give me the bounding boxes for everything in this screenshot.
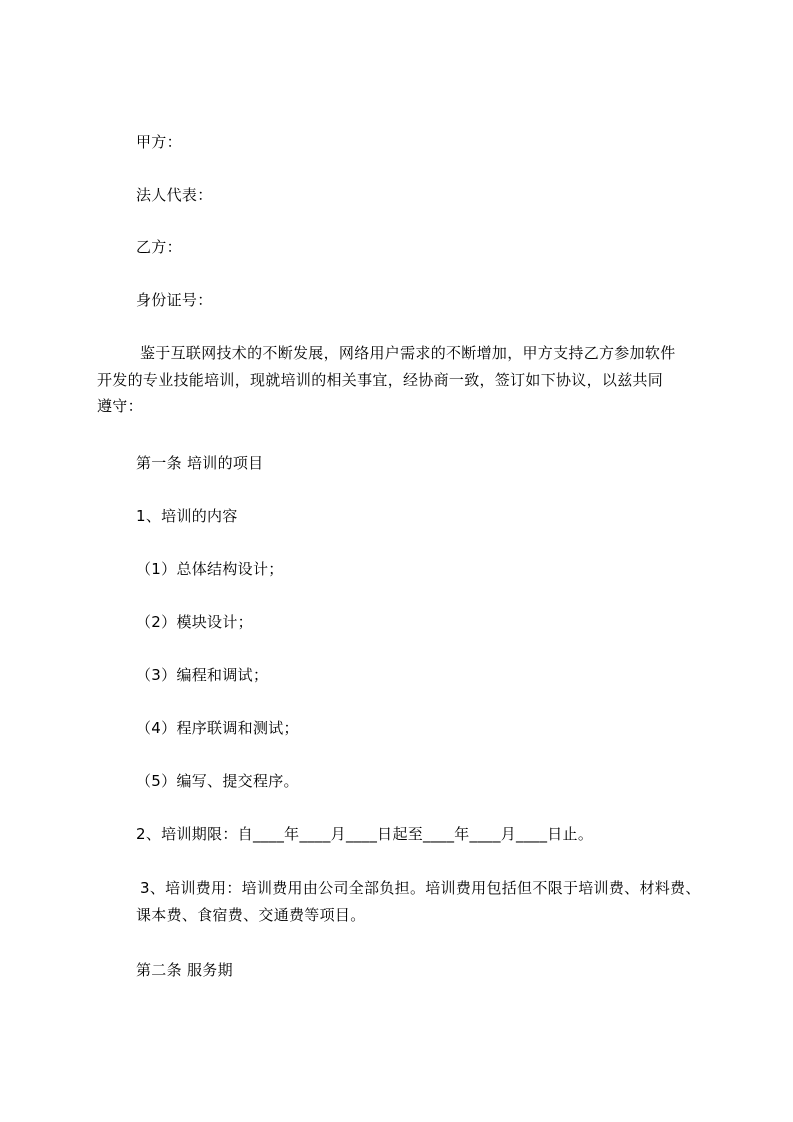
legal-representative-label: 法人代表： [136,186,213,204]
party-b-label: 乙方： [136,238,182,256]
preamble-line-3: 遵守： [97,397,143,415]
content-subitem-3: （3）编程和调试； [136,666,269,684]
id-number-label: 身份证号： [136,291,213,309]
preamble-line-1: 鉴于互联网技术的不断发展，网络用户需求的不断增加，甲方支持乙方参加软件 [140,344,676,362]
training-fee-line-1: 3、培训费用：培训费用由公司全部负担。培训费用包括但不限于培训费、材料费、 [140,879,701,897]
content-subitem-5: （5）编写、提交程序。 [136,772,299,790]
training-period: 2、培训期限：自____年____月____日起至____年____月____日止。 [136,825,594,843]
article-2-title: 第二条 服务期 [136,961,233,979]
content-subitem-4: （4）程序联调和测试； [136,719,299,737]
article-1-item-1-title: 1、培训的内容 [136,507,238,525]
content-subitem-1: （1）总体结构设计； [136,560,284,578]
party-a-label: 甲方： [136,133,182,151]
content-subitem-2: （2）模块设计； [136,613,253,631]
article-1-title: 第一条 培训的项目 [136,454,264,472]
training-fee-line-2: 课本费、食宿费、交通费等项目。 [136,906,366,924]
preamble-line-2: 开发的专业技能培训，现就培训的相关事宜，经协商一致，签订如下协议，以兹共同 [97,371,664,389]
